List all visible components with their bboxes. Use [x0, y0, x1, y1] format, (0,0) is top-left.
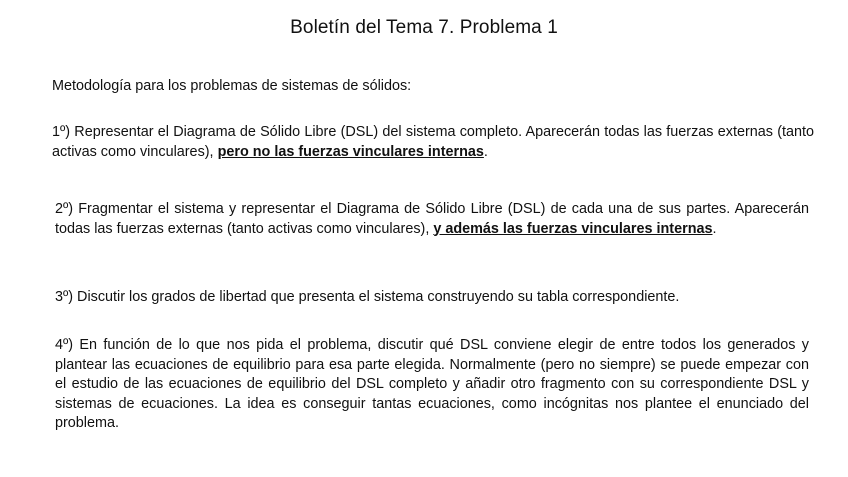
step-4-paragraph	[55, 336, 809, 434]
step-2-paragraph	[55, 200, 809, 239]
step-1-end: .	[483, 143, 488, 160]
intro-text: Metodología para los problemas de sistemas de sólidos:	[52, 78, 412, 94]
page-title: Boletín del Tema 7. Problema 1	[290, 17, 558, 38]
step-3-text: 3º) Discutir los grados de libertad que presenta el sistema construyendo su tabla correspondiente.	[55, 289, 680, 305]
step-2-end: .	[712, 220, 717, 237]
step-1-text: 1º) Representar el Diagrama de Sólido Libre (DSL) del sistema completo. Aparecerán todas las fuerzas externas (tanto activas como vinculares),	[52, 124, 814, 160]
step-2-emphasis: y además las fuerzas vinculares internas	[433, 220, 713, 237]
step-4-text: 4º) En función de lo que nos pida el problema, discutir qué DSL conviene elegir de entre todos los generados y plantear las ecuaciones de equilibrio para esa parte elegida. Normalmente (pero no siempre) se puede empezar con el estudio de las ecuaciones de equilibrio del DSL completo y añadir otro fragmento con su correspondiente DSL y sistemas de ecuaciones. La idea es conseguir tantas ecuaciones, como incógnitas nos plantee el enunciado del problema.	[55, 337, 809, 431]
step-1-emphasis: pero no las fuerzas vinculares internas	[217, 143, 484, 160]
step-2-text: 2º) Fragmentar el sistema y representar el Diagrama de Sólido Libre (DSL) de cada una de sus partes. Aparecerán todas las fuerzas externas (tanto activas como vinculares),	[55, 201, 809, 237]
step-1-paragraph	[52, 123, 814, 162]
step-3-paragraph	[55, 288, 815, 308]
